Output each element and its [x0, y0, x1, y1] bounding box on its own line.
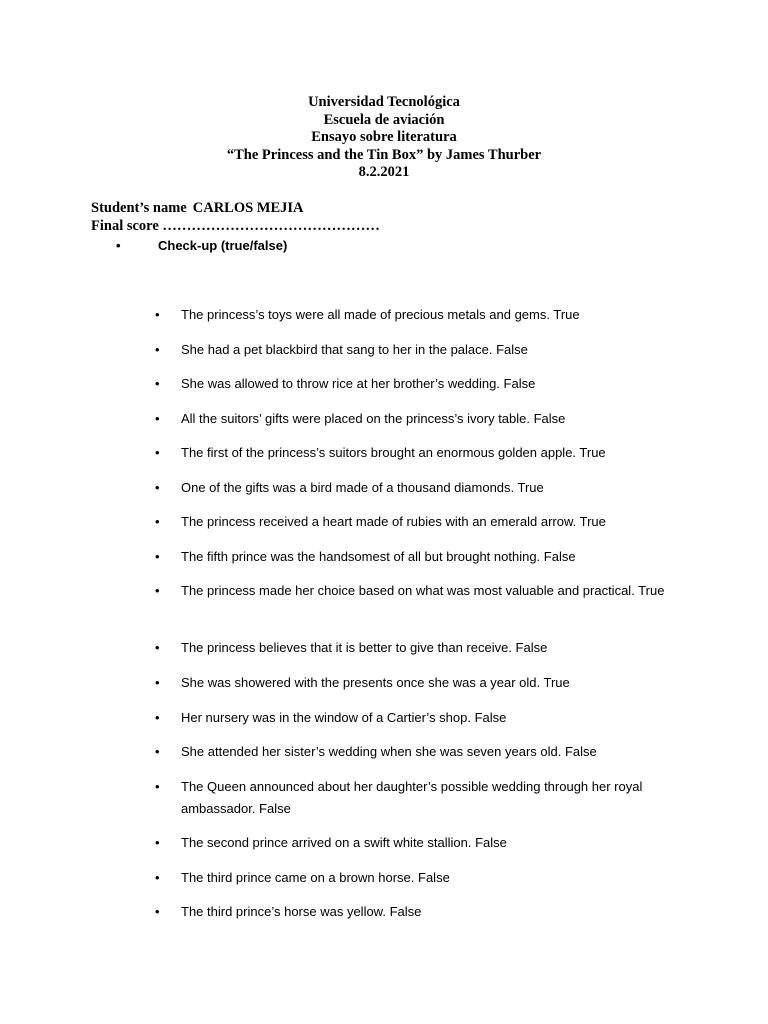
bullet-icon: •	[155, 307, 160, 322]
bullet-icon: •	[155, 779, 160, 794]
essay-title: “The Princess and the Tin Box” by James Thurber	[226, 146, 542, 163]
checkup-heading	[116, 237, 287, 255]
list-item-text: The Queen announced about her daughter’s possible wedding through her royal ambassador. False	[181, 779, 643, 816]
bullet-icon: •	[155, 445, 160, 460]
list-item	[155, 408, 695, 430]
list-item	[155, 637, 695, 659]
final-score-line	[91, 218, 380, 236]
student-name-value: CARLOS MEJIA	[192, 200, 304, 216]
bullet-icon: •	[155, 904, 160, 919]
student-name-line	[91, 200, 304, 218]
list-item-text: All the suitors’ gifts were placed on the princess’s ivory table. False	[181, 411, 566, 426]
list-item-text: The first of the princess’s suitors brought an enormous golden apple. True	[181, 445, 606, 460]
essay-type: Ensayo sobre literatura	[311, 129, 457, 146]
list-item-text: The princess received a heart made of rubies with an emerald arrow. True	[181, 514, 606, 529]
list-item	[155, 832, 695, 854]
checkup-title: Check-up (true/false)	[158, 238, 288, 253]
bullet-icon: •	[155, 480, 160, 495]
list-item	[155, 339, 695, 361]
list-item	[155, 867, 695, 889]
list-item-text: One of the gifts was a bird made of a thousand diamonds. True	[181, 480, 544, 495]
list-item	[155, 580, 695, 602]
bullet-icon: •	[155, 744, 160, 759]
list-item-text: She had a pet blackbird that sang to her in the palace. False	[181, 342, 528, 357]
bullet-icon: •	[155, 835, 160, 850]
list-item-text: The princess’s toys were all made of precious metals and gems. True	[181, 307, 580, 322]
list-item	[155, 672, 695, 694]
final-score-label: Final score	[91, 218, 159, 234]
list-item	[155, 546, 695, 568]
bullet-icon: •	[155, 583, 160, 598]
bullet-icon: •	[155, 710, 160, 725]
list-item	[155, 776, 695, 820]
bullet-icon: •	[155, 411, 160, 426]
list-item-text: The third prince came on a brown horse. False	[181, 870, 450, 885]
bullet-icon: •	[155, 675, 160, 690]
bullet-icon: •	[155, 376, 160, 391]
list-item	[155, 901, 695, 923]
document-header	[0, 94, 768, 182]
bullet-icon: •	[155, 342, 160, 357]
bullet-icon: •	[155, 549, 160, 564]
list-item-text: Her nursery was in the window of a Cartier’s shop. False	[181, 710, 507, 725]
list-item-text: The third prince’s horse was yellow. False	[181, 904, 422, 919]
list-item	[155, 373, 695, 395]
list-item-text: The fifth prince was the handsomest of all but brought nothing. False	[181, 549, 576, 564]
bullet-icon: •	[155, 870, 160, 885]
bullet-icon: •	[155, 514, 160, 529]
list-item	[155, 707, 695, 729]
list-item	[155, 741, 695, 763]
document-date: 8.2.2021	[358, 164, 410, 181]
list-item-text: She was showered with the presents once she was a year old. True	[181, 675, 570, 690]
university-name: Universidad Tecnológica	[308, 94, 460, 110]
bullet-icon: •	[116, 238, 121, 253]
list-item-text: The princess made her choice based on what was most valuable and practical. True	[181, 583, 665, 598]
list-item-text: The princess believes that it is better to give than receive. False	[181, 640, 548, 655]
list-item-text: She was allowed to throw rice at her brother’s wedding. False	[181, 376, 536, 391]
list-item	[155, 304, 695, 326]
list-item-text: She attended her sister’s wedding when she was seven years old. False	[181, 744, 597, 759]
school-name: Escuela de aviación	[323, 111, 445, 128]
list-item	[155, 511, 695, 533]
bullet-icon: •	[155, 640, 160, 655]
student-name-label: Student’s name	[91, 200, 187, 216]
list-item	[155, 442, 695, 464]
list-item-text: The second prince arrived on a swift white stallion. False	[181, 835, 507, 850]
final-score-blank: ………………………………………	[162, 218, 380, 234]
list-item	[155, 477, 695, 499]
